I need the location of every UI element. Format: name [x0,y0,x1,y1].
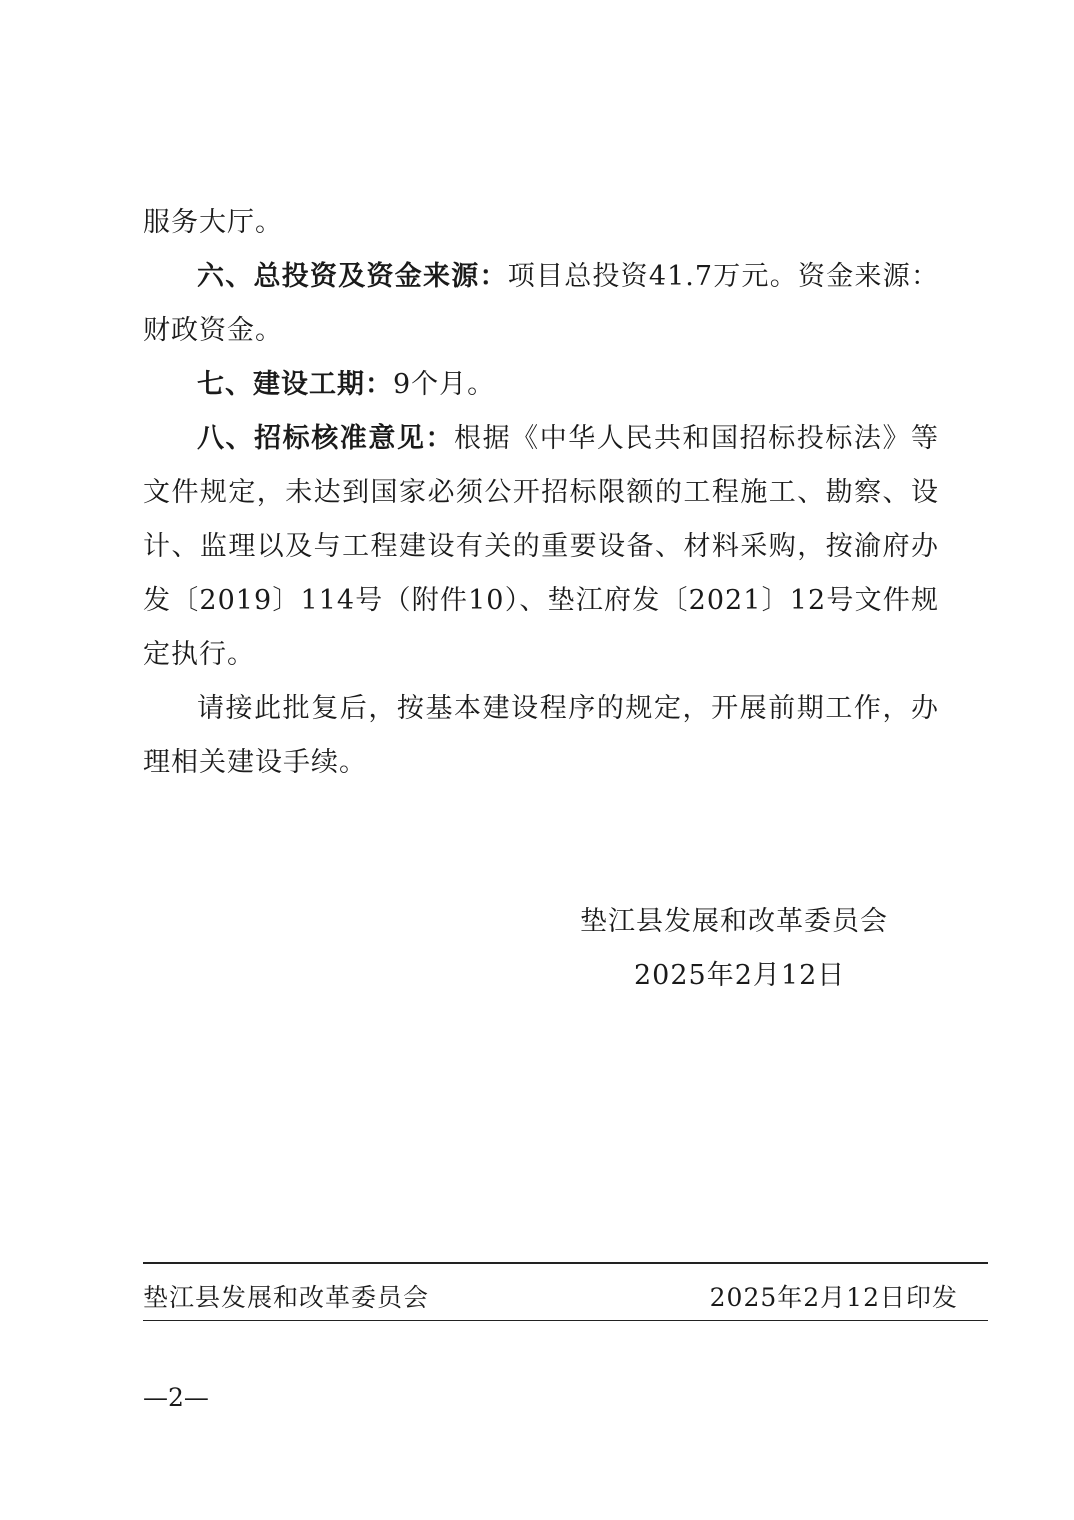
construction-period-text: 9个月。 [393,369,496,400]
paragraph-closing: 请接此批复后，按基本建设程序的规定，开展前期工作，办理相关建设手续。 [143,693,939,778]
construction-period-heading: 七、建设工期： [197,369,393,400]
paragraph-investment [143,250,939,358]
bidding-opinion-heading: 八、招标核准意见： [197,423,455,454]
paragraph-continuation: 服务大厅。 [143,207,283,238]
page-number: —2— [143,1383,209,1412]
signature-block [580,895,888,1003]
paragraph-construction-period [143,358,939,412]
signature-date: 2025年2月12日 [634,960,846,991]
signature-organization: 垫江县发展和改革委员会 [580,906,888,937]
footer-issue-date: 2025年2月12日印发 [709,1283,958,1312]
document-body [143,196,939,790]
bidding-opinion-text: 根据《中华人民共和国招标投标法》等文件规定，未达到国家必须公开招标限额的工程施工、勘察、设计、监理以及与工程建设有关的重要设备、材料采购，按渝府办发〔2019〕114号（附件10）、垫江府发〔2021〕12号文件规定执行。 [143,423,940,670]
investment-heading: 六、总投资及资金来源： [197,261,508,292]
footer-bottom-rule [143,1320,988,1321]
footer-issuer: 垫江县发展和改革委员会 [143,1283,430,1312]
paragraph-bidding-opinion [143,412,939,682]
footer-top-rule [143,1262,988,1264]
investment-text: 项目总投资41.7万元。资金来源：财政资金。 [143,261,940,346]
